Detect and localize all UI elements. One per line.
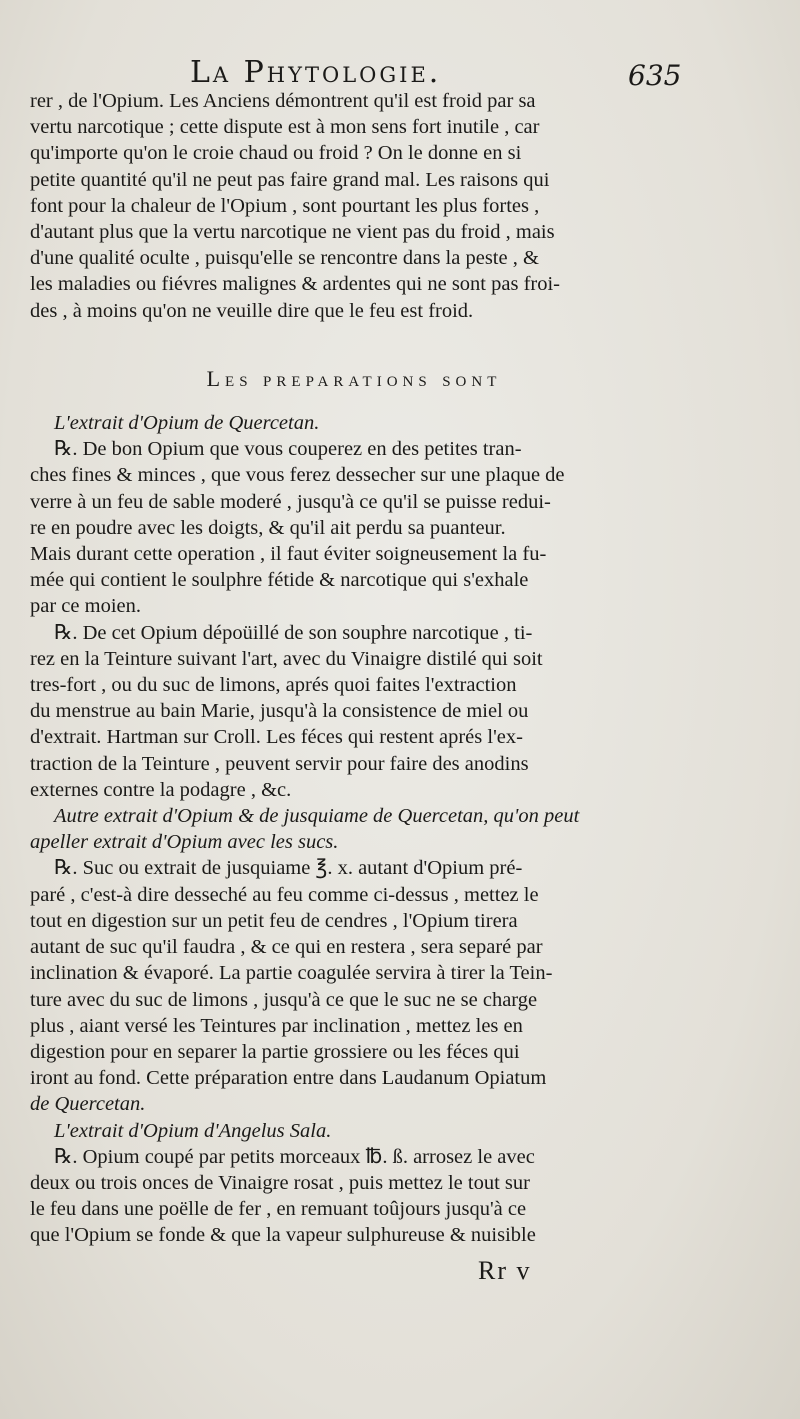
text-line: par ce moien. <box>30 595 141 618</box>
text-line: mée qui contient le soulphre fétide & narcotique qui s'exhale <box>30 569 529 592</box>
text-line: de Quercetan. <box>30 1093 146 1116</box>
text-line: externes contre la podagre , &c. <box>30 778 292 801</box>
text-line: iront au fond. Cette préparation entre dans Laudanum Opiatum <box>30 1067 547 1090</box>
running-title: La Phytologie. <box>190 55 442 90</box>
recipe-title: L'extrait d'Opium d'Angelus Sala. <box>54 1119 332 1142</box>
text-line: deux ou trois onces de Vinaigre rosat , puis mettez le tout sur <box>30 1171 530 1194</box>
text-line: d'une qualité oculte , puisqu'elle se rencontre dans la peste , & <box>30 247 539 270</box>
text-line: plus , aiant versé les Teintures par inclination , mettez les en <box>30 1014 523 1037</box>
text-line: d'autant plus que la vertu narcotique ne vient pas du froid , mais <box>30 221 555 244</box>
text-line: paré , c'est-à dire desseché au feu comme ci-dessus , mettez le <box>30 883 539 906</box>
text-line: petite quantité qu'il ne peut pas faire grand mal. Les raisons qui <box>30 168 550 191</box>
text-line: qu'importe qu'on le croie chaud ou froid ? On le donne en si <box>30 142 522 165</box>
body-text <box>30 88 678 1249</box>
text-line: tout en digestion sur un petit feu de cendres , l'Opium tirera <box>30 909 518 932</box>
section-sala-extract <box>30 1118 678 1249</box>
text-line: rez en la Teinture suivant l'art, avec du Vinaigre distilé qui soit <box>30 647 543 670</box>
text-line: ℞. De cet Opium dépoüillé de son souphre narcotique , ti- <box>54 621 533 644</box>
recipe-title: L'extrait d'Opium de Quercetan. <box>54 412 320 435</box>
signature-mark: Rr v <box>478 1256 532 1285</box>
text-line: verre à un feu de sable moderé , jusqu'à ce qu'il se puisse redui- <box>30 490 551 513</box>
recipe-title: Autre extrait d'Opium & de jusquiame de Quercetan, qu'on peut <box>54 805 580 828</box>
recipe-title: apeller extrait d'Opium avec les sucs. <box>30 831 339 854</box>
text-line: rer , de l'Opium. Les Anciens démontrent qu'il est froid par sa <box>30 90 536 112</box>
text-line: vertu narcotique ; cette dispute est à mon sens fort inutile , car <box>30 116 540 139</box>
text-line: d'extrait. Hartman sur Croll. Les féces qui restent aprés l'ex- <box>30 726 523 749</box>
text-line: ture avec du suc de limons , jusqu'à ce que le suc ne se charge <box>30 988 538 1011</box>
text-line: les maladies ou fiévres malignes & ardentes qui ne sont pas froi- <box>30 273 561 296</box>
text-line: tres-fort , ou du suc de limons, aprés quoi faites l'extraction <box>30 674 517 697</box>
text-line: autant de suc qu'il faudra , & ce qui en restera , sera separé par <box>30 936 543 959</box>
text-line: font pour la chaleur de l'Opium , sont pourtant les plus fortes , <box>30 194 540 217</box>
section-jusquiame-extract <box>30 803 678 1117</box>
text-line: des , à moins qu'on ne veuille dire que le feu est froid. <box>30 299 474 322</box>
text-line: digestion pour en separer la partie grossiere ou les féces qui <box>30 1040 520 1063</box>
section-quercetan-extract <box>30 410 678 803</box>
page-number: 635 <box>628 59 682 92</box>
text-line: le feu dans une poëlle de fer , en remuant toûjours jusqu'à ce <box>30 1198 527 1221</box>
paragraph-1 <box>30 88 678 324</box>
text-line: re en poudre avec les doigts, & qu'il ait perdu sa puanteur. <box>30 516 506 539</box>
text-line: du menstrue au bain Marie, jusqu'à la consistence de miel ou <box>30 700 529 723</box>
text-line: ℞. De bon Opium que vous couperez en des petites tran- <box>54 438 522 461</box>
text-line: ℞. Suc ou extrait de jusquiame ℥. x. autant d'Opium pré- <box>54 857 523 880</box>
text-line: ches fines & minces , que vous ferez dessecher sur une plaque de <box>30 464 565 487</box>
section-heading: Les preparations sont <box>206 365 502 391</box>
text-line: traction de la Teinture , peuvent servir pour faire des anodins <box>30 752 529 775</box>
text-line: que l'Opium se fonde & que la vapeur sulphureuse & nuisible <box>30 1224 536 1247</box>
text-line: Mais durant cette operation , il faut éviter soigneusement la fu- <box>30 543 547 566</box>
text-line: inclination & évaporé. La partie coagulée servira à tirer la Tein- <box>30 962 553 985</box>
text-line: ℞. Opium coupé par petits morceaux ℔. ß. arrosez le avec <box>54 1145 535 1168</box>
